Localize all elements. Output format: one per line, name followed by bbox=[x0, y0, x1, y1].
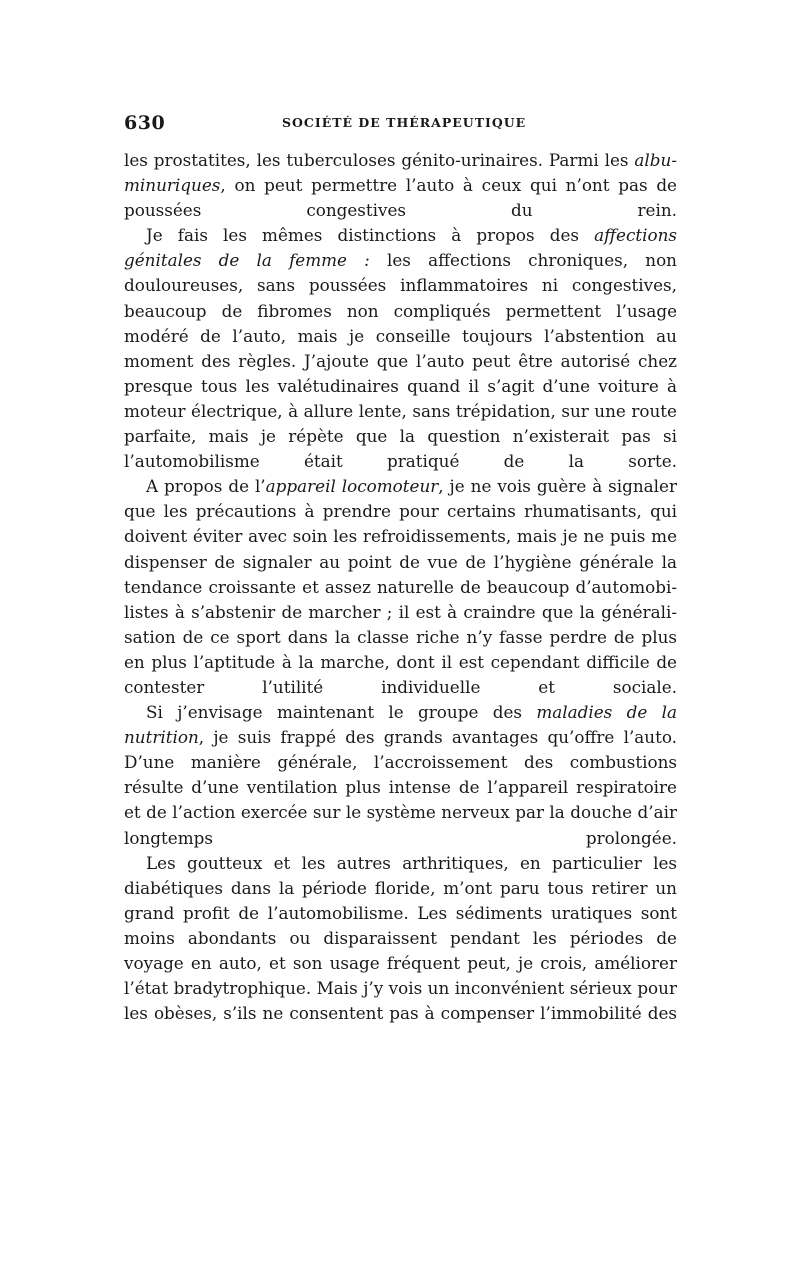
text-segment: , je suis frappé des grands avantages qu’offre l’auto. D’une manière générale, l’accroissement des combustions résulte d’une ventilation plus intense de l’appareil respiratoire et de l’action exercée sur le système nerveux par la douche d’air longtemps prolongée. bbox=[124, 727, 677, 848]
page-number: 630 bbox=[124, 112, 166, 134]
paragraph-1 bbox=[124, 148, 677, 223]
italic-term: affections génitales de la femme : bbox=[124, 225, 677, 271]
paragraph-4 bbox=[124, 700, 677, 851]
italic-term: maladies de la nutrition bbox=[124, 702, 677, 748]
text-segment: A propos de l’ bbox=[146, 476, 266, 497]
text-segment: Si j’envisage maintenant le groupe des bbox=[146, 702, 537, 723]
text-segment: les affections chroniques, non douloureuses, sans poussées inflammatoires ni congestives, beaucoup de fibromes non compliqués permettent l’usage modéré de l’auto, mais je conseille toujours l’abstention au moment des règles. J’ajoute que l’auto peut être autorisé chez presque tous les valétudinaires quand il s’agit d’une voiture à moteur électrique, à allure lente, sans trépidation, sur une route parfaite, mais je répète que la question n’existerait pas si l’automobilisme était pratiqué de la sorte. bbox=[124, 250, 677, 472]
running-head: SOCIÉTÉ DE THÉRAPEUTIQUE bbox=[282, 115, 527, 130]
body-text bbox=[124, 148, 677, 1026]
book-page bbox=[124, 112, 677, 1026]
paragraph-5 bbox=[124, 851, 677, 1027]
text-segment: , on peut permettre l’auto à ceux qui n’ont pas de poussées congestives du rein. bbox=[124, 175, 677, 221]
text-segment: Je fais les mêmes distinctions à propos des bbox=[146, 225, 595, 246]
text-segment: les prostatites, les tuberculoses génito-urinaires. Parmi les bbox=[124, 150, 635, 170]
italic-term: albu-minuriques bbox=[124, 150, 677, 196]
text-segment: , je ne vois guère à signaler que les précautions à prendre pour certains rhumatisants, qui doivent éviter avec soin les refroidissements, mais je ne puis me dispenser de signaler au point de vue de l’hygiène générale la tendance croissante et assez naturelle de beaucoup d’automobi-listes à s’abstenir de marcher ; il est à craindre que la générali-sation de ce sport dans la classe riche n’y fasse perdre de plus en plus l’aptitude à la marche, dont il est cependant difficile de contester l’utilité individuelle et sociale. bbox=[124, 476, 677, 697]
text-segment: Les goutteux et les autres arthritiques, en particulier les diabétiques dans la période floride, m’ont paru tous retirer un grand profit de l’automobilisme. Les sédiments uratiques sont moins abondants ou disparaissent pendant les périodes de voyage en auto, et son usage fréquent peut, je crois, améliorer l’état bradytrophique. Mais j’y vois un inconvénient sérieux pour les obèses, s’ils ne consentent pas à compenser l’immobilité des bbox=[124, 852, 677, 1024]
italic-term: appareil locomoteur bbox=[265, 476, 439, 497]
paragraph-3 bbox=[124, 474, 677, 700]
paragraph-2 bbox=[124, 223, 677, 474]
page-header bbox=[124, 112, 677, 142]
